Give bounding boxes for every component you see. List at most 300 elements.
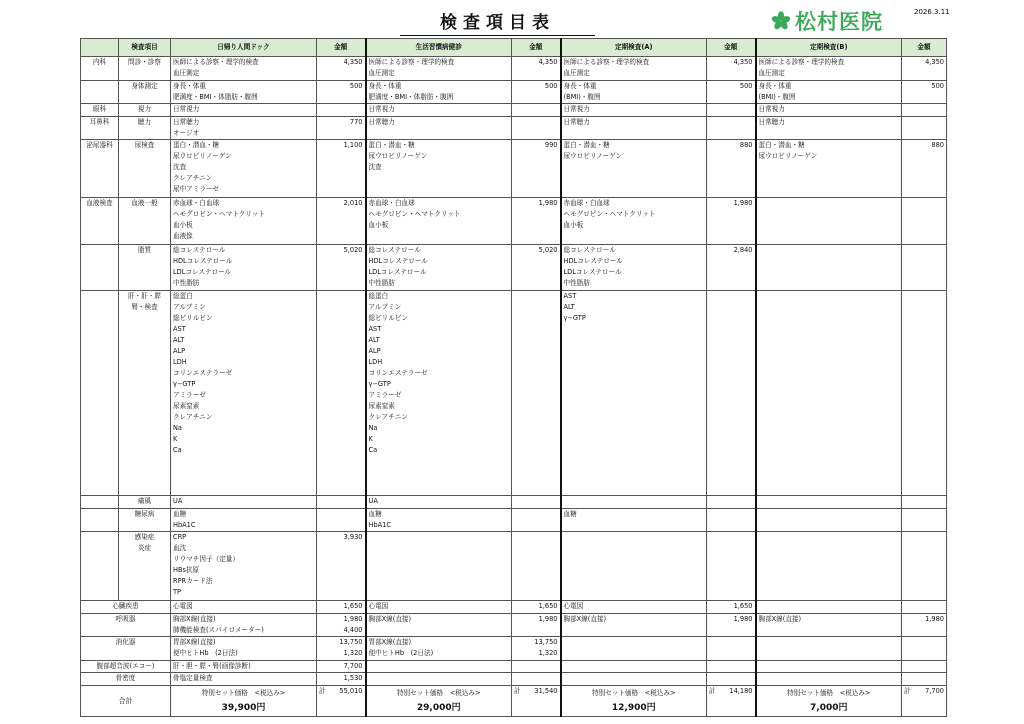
category-cell: 血液検査 bbox=[81, 198, 119, 244]
exam-item bbox=[369, 532, 510, 543]
plan-b-amount bbox=[512, 532, 561, 601]
totals-label: 合計 bbox=[81, 686, 171, 717]
exam-item: 中性脂肪 bbox=[173, 278, 200, 287]
exam-item: 尿ウロビリノーゲン bbox=[563, 152, 623, 161]
plan-a-amount: 5,020 bbox=[317, 244, 366, 290]
exam-item bbox=[759, 637, 900, 648]
subcategory-line: 脂質 bbox=[137, 245, 152, 254]
exam-item bbox=[369, 128, 510, 139]
exam-item: アミラーゼ bbox=[173, 390, 206, 399]
plan-a-items bbox=[171, 496, 317, 508]
plan-b-calc-value: 31,540 bbox=[534, 687, 558, 695]
plan-d-items bbox=[756, 661, 902, 673]
subcategory-cell bbox=[119, 57, 171, 81]
plan-d-items bbox=[756, 104, 902, 116]
subcategory-cell bbox=[119, 198, 171, 244]
plan-b-amount bbox=[512, 116, 561, 140]
plan-b-amount bbox=[512, 661, 561, 673]
exam-item: 胃部X線(直接) bbox=[173, 638, 216, 647]
exam-item: リウマチ因子（定量） bbox=[173, 555, 239, 564]
exam-item: 蛋白・潜血・糖 bbox=[563, 141, 610, 150]
exam-item bbox=[369, 184, 510, 195]
exam-item bbox=[759, 478, 900, 489]
totals-row bbox=[81, 686, 947, 717]
exam-item bbox=[759, 278, 900, 289]
exam-item: コリンエステラーゼ bbox=[368, 368, 428, 377]
exam-item: 総蛋白 bbox=[368, 291, 389, 300]
plan-d-items bbox=[756, 116, 902, 140]
plan-b-price bbox=[366, 686, 512, 717]
subcategory-line: 尿検査 bbox=[134, 141, 155, 150]
plan-c-items bbox=[561, 80, 707, 104]
plan-d-amount bbox=[902, 532, 947, 601]
table-row bbox=[81, 80, 947, 104]
calc-label: 計 bbox=[904, 687, 911, 695]
plan-d-set-price: 7,000円 bbox=[810, 703, 848, 713]
exam-item bbox=[759, 543, 900, 554]
exam-item: 尿ウロビリノーゲン bbox=[758, 152, 818, 161]
plan-d-amount bbox=[902, 508, 947, 532]
exam-item bbox=[759, 357, 900, 368]
plan-d-amount bbox=[902, 661, 947, 673]
exam-item: 血圧測定 bbox=[563, 69, 590, 77]
header-row bbox=[81, 39, 947, 57]
exam-items-table bbox=[80, 38, 947, 717]
plan-b-items bbox=[366, 57, 512, 81]
exam-item: 尿素窒素 bbox=[173, 401, 200, 410]
exam-item: アミラーゼ bbox=[368, 390, 402, 399]
exam-item bbox=[564, 184, 705, 195]
plan-d-calc bbox=[902, 686, 947, 717]
amount-line: 13,750 bbox=[339, 638, 363, 647]
exam-item: 日常聴力 bbox=[758, 117, 785, 126]
exam-item bbox=[564, 637, 705, 648]
exam-item bbox=[369, 231, 510, 242]
exam-item: 心電図 bbox=[173, 602, 193, 611]
exam-item: アルブミン bbox=[368, 302, 402, 311]
plan-a-calc-value: 55,010 bbox=[339, 687, 363, 695]
plan-c-items bbox=[561, 613, 707, 637]
exam-item: LDH bbox=[368, 357, 383, 366]
exam-item: 赤血球・白血球 bbox=[368, 199, 415, 208]
exam-item bbox=[369, 543, 510, 554]
special-price-label: 特別セット価格 <税込み> bbox=[786, 689, 871, 697]
category-cell: 呼吸器 bbox=[81, 613, 171, 637]
exam-item bbox=[564, 467, 705, 478]
exam-item bbox=[564, 445, 705, 456]
exam-item bbox=[759, 520, 900, 531]
plan-d-price bbox=[756, 686, 902, 717]
exam-item: 医師による診察・理学的検査 bbox=[563, 58, 650, 66]
exam-item: 尿ウロビリノーゲン bbox=[368, 152, 428, 161]
exam-item bbox=[564, 390, 705, 401]
exam-item bbox=[369, 173, 510, 184]
exam-item: 胸部X線(直接) bbox=[368, 614, 412, 623]
plan-a-items bbox=[171, 637, 317, 661]
exam-item bbox=[564, 456, 705, 467]
plan-a-amount bbox=[317, 613, 366, 637]
plan-a-amount bbox=[317, 104, 366, 116]
plan-a-amount: 7,700 bbox=[317, 661, 366, 673]
exam-item: γ−GTP bbox=[368, 379, 391, 388]
exam-item: 蛋白・潜血・糖 bbox=[368, 141, 415, 150]
plan-b-items bbox=[366, 601, 512, 613]
plan-d-items bbox=[756, 57, 902, 81]
exam-item bbox=[564, 648, 705, 659]
category-cell bbox=[81, 508, 119, 532]
exam-item: 総ビリルビン bbox=[173, 313, 213, 322]
exam-item: 血圧測定 bbox=[173, 69, 200, 77]
category-cell bbox=[81, 244, 119, 290]
exam-item: 血小板 bbox=[173, 221, 193, 230]
plan-b-amount: 5,020 bbox=[512, 244, 561, 290]
exam-item: クレアチニン bbox=[368, 412, 408, 421]
exam-item: ALT bbox=[173, 335, 185, 344]
exam-item: LDLコレステロール bbox=[368, 267, 427, 276]
category-cell: 骨密度 bbox=[81, 673, 171, 686]
exam-item: CRP bbox=[173, 533, 187, 542]
exam-item bbox=[564, 412, 705, 423]
exam-item: 蛋白・潜血・糖 bbox=[173, 141, 220, 150]
header-amount: 金額 bbox=[512, 39, 561, 57]
plan-d-amount: 500 bbox=[902, 80, 947, 104]
exam-item: K bbox=[368, 434, 373, 443]
plan-a-set-price: 39,900円 bbox=[221, 703, 266, 713]
calc-label: 計 bbox=[709, 687, 716, 695]
plan-c-amount: 1,650 bbox=[707, 601, 756, 613]
exam-item: 身長・体重 bbox=[368, 81, 402, 90]
subcategory-cell bbox=[119, 244, 171, 290]
exam-item bbox=[564, 162, 705, 173]
calc-label: 計 bbox=[514, 687, 521, 695]
exam-item bbox=[759, 401, 900, 412]
exam-item: 肺機能検査(スパイロメーター) bbox=[173, 625, 264, 634]
plan-c-amount bbox=[707, 532, 756, 601]
exam-item: ヘモグロビン・ヘマトクリット bbox=[173, 210, 265, 219]
exam-item: Na bbox=[173, 423, 182, 432]
plan-d-amount bbox=[902, 104, 947, 116]
exam-item bbox=[759, 456, 900, 467]
exam-item bbox=[759, 648, 900, 659]
exam-item: 血圧測定 bbox=[368, 69, 395, 77]
plan-a-items bbox=[171, 244, 317, 290]
plan-b-amount: 990 bbox=[512, 140, 561, 198]
plan-c-price bbox=[561, 686, 707, 717]
plan-c-amount bbox=[707, 637, 756, 661]
plan-b-items bbox=[366, 198, 512, 244]
plan-c-items bbox=[561, 290, 707, 495]
exam-item: 胸部X線(直接) bbox=[563, 614, 607, 623]
exam-item: 日常聴力 bbox=[173, 117, 200, 126]
exam-item: HBs抗原 bbox=[173, 566, 200, 575]
header-amount: 金額 bbox=[902, 39, 947, 57]
subcategory-line: 肝・肝・膵 bbox=[128, 291, 161, 300]
plan-b-amount: 1,980 bbox=[512, 613, 561, 637]
exam-item bbox=[759, 496, 900, 507]
exam-item bbox=[173, 456, 314, 467]
plan-a-items bbox=[171, 601, 317, 613]
special-price-label: 特別セット価格 <税込み> bbox=[201, 689, 286, 697]
exam-item: 尿中アミラーゼ bbox=[173, 185, 220, 194]
exam-item: 総蛋白 bbox=[173, 291, 193, 300]
clover-icon bbox=[770, 10, 792, 32]
exam-item: 尿素窒素 bbox=[368, 401, 395, 410]
exam-item: コリンエステラーゼ bbox=[173, 368, 233, 377]
amount-line: 4,400 bbox=[343, 625, 363, 634]
clinic-logo bbox=[770, 6, 883, 36]
category-cell bbox=[81, 290, 119, 495]
exam-item bbox=[369, 673, 510, 684]
exam-item bbox=[759, 445, 900, 456]
plan-b-items bbox=[366, 290, 512, 495]
subcategory-cell bbox=[119, 290, 171, 495]
exam-item: 日常視力 bbox=[563, 105, 590, 114]
subcategory-line: 視力 bbox=[137, 105, 152, 114]
exam-item: 胃部X線(直接) bbox=[368, 638, 412, 647]
exam-item bbox=[564, 554, 705, 565]
exam-item bbox=[759, 423, 900, 434]
exam-item: ALP bbox=[173, 346, 186, 355]
plan-a-amount: 3,930 bbox=[317, 532, 366, 601]
plan-a-amount: 1,100 bbox=[317, 140, 366, 198]
plan-c-amount: 4,350 bbox=[707, 57, 756, 81]
header-plan-b: 生活習慣病健診 bbox=[366, 39, 512, 57]
exam-item: LDLコレステロール bbox=[563, 267, 622, 276]
plan-c-amount: 880 bbox=[707, 140, 756, 198]
exam-item: Ca bbox=[173, 445, 182, 454]
exam-item bbox=[564, 478, 705, 489]
exam-item: 医師による診察・理学的検査 bbox=[758, 58, 845, 66]
plan-b-items bbox=[366, 80, 512, 104]
plan-c-items bbox=[561, 140, 707, 198]
exam-item: 沈査 bbox=[368, 163, 382, 172]
exam-item bbox=[369, 587, 510, 598]
exam-item bbox=[369, 478, 510, 489]
exam-item bbox=[564, 231, 705, 242]
exam-item bbox=[564, 324, 705, 335]
exam-item: γ−GTP bbox=[563, 313, 586, 322]
category-cell: 内科 bbox=[81, 57, 119, 81]
table-row bbox=[81, 601, 947, 613]
exam-item: 日常視力 bbox=[758, 105, 785, 114]
plan-b-items bbox=[366, 508, 512, 532]
exam-item: HDLコレステロール bbox=[563, 256, 623, 265]
exam-item bbox=[759, 324, 900, 335]
plan-b-amount bbox=[512, 637, 561, 661]
plan-c-items bbox=[561, 661, 707, 673]
exam-item: 身長・体重 bbox=[173, 81, 206, 90]
exam-item bbox=[564, 496, 705, 507]
exam-item bbox=[759, 267, 900, 278]
plan-d-amount: 880 bbox=[902, 140, 947, 198]
category-cell: 消化器 bbox=[81, 637, 171, 661]
plan-a-amount: 4,350 bbox=[317, 57, 366, 81]
exam-item bbox=[369, 661, 510, 672]
exam-item bbox=[759, 173, 900, 184]
subcategory-line: 感染症 bbox=[134, 533, 155, 542]
plan-d-amount bbox=[902, 198, 947, 244]
exam-item bbox=[759, 302, 900, 313]
page-title: 検査項目表 bbox=[400, 8, 595, 36]
exam-item: RPRカード法 bbox=[173, 577, 213, 586]
plan-d-items bbox=[756, 80, 902, 104]
exam-item: 心電図 bbox=[563, 602, 584, 611]
exam-item: 身長・体重 bbox=[758, 81, 792, 90]
exam-item bbox=[759, 231, 900, 242]
exam-item: クレアチニン bbox=[173, 174, 213, 183]
plan-d-amount bbox=[902, 496, 947, 508]
plan-a-items bbox=[171, 532, 317, 601]
table-row bbox=[81, 532, 947, 601]
category-cell: 心臓疾患 bbox=[81, 601, 171, 613]
exam-item bbox=[369, 565, 510, 576]
exam-item bbox=[564, 423, 705, 434]
exam-item: 便中ヒトHb (2日法) bbox=[368, 649, 434, 658]
subcategory-cell bbox=[119, 496, 171, 508]
table-row bbox=[81, 661, 947, 673]
exam-item bbox=[759, 412, 900, 423]
exam-item: 医師による診察・理学的検査 bbox=[173, 58, 259, 66]
exam-item: 総コレステロール bbox=[368, 245, 421, 254]
plan-c-items bbox=[561, 496, 707, 508]
exam-item: オージオ bbox=[173, 128, 200, 137]
exam-item bbox=[759, 368, 900, 379]
exam-item: AST bbox=[563, 291, 577, 300]
exam-item: UA bbox=[173, 497, 183, 506]
exam-item bbox=[759, 467, 900, 478]
exam-item bbox=[369, 554, 510, 565]
category-cell bbox=[81, 496, 119, 508]
subcategory-cell bbox=[119, 508, 171, 532]
plan-b-amount: 4,350 bbox=[512, 57, 561, 81]
exam-item: 血液像 bbox=[173, 232, 193, 241]
plan-a-items bbox=[171, 104, 317, 116]
plan-b-items bbox=[366, 661, 512, 673]
exam-item: 赤血球・白血球 bbox=[563, 199, 610, 208]
plan-b-amount: 1,980 bbox=[512, 198, 561, 244]
exam-item bbox=[759, 601, 900, 612]
amount-line: 1,320 bbox=[538, 649, 558, 658]
table-row bbox=[81, 508, 947, 532]
plan-d-items bbox=[756, 140, 902, 198]
exam-item bbox=[759, 198, 900, 209]
exam-item: 日常視力 bbox=[368, 105, 395, 114]
exam-item bbox=[173, 478, 314, 489]
plan-a-items bbox=[171, 198, 317, 244]
plan-b-items bbox=[366, 673, 512, 686]
exam-item: 肝・胆・膵・腎(画像診断) bbox=[173, 662, 251, 671]
subcategory-cell bbox=[119, 140, 171, 198]
table-row bbox=[81, 290, 947, 495]
plan-d-amount bbox=[902, 637, 947, 661]
exam-item bbox=[564, 368, 705, 379]
exam-item: HbA1C bbox=[173, 520, 196, 529]
exam-item: 血沈 bbox=[173, 544, 187, 553]
exam-item: 血圧測定 bbox=[758, 69, 785, 77]
plan-a-items bbox=[171, 508, 317, 532]
table-row bbox=[81, 57, 947, 81]
plan-a-calc bbox=[317, 686, 366, 717]
subcategory-cell bbox=[119, 116, 171, 140]
plan-b-calc bbox=[512, 686, 561, 717]
plan-a-items bbox=[171, 673, 317, 686]
plan-a-items bbox=[171, 290, 317, 495]
plan-a-amount: 1,530 bbox=[317, 673, 366, 686]
plan-d-items bbox=[756, 508, 902, 532]
exam-item: 身長・体重 bbox=[563, 81, 597, 90]
exam-item bbox=[369, 456, 510, 467]
category-cell bbox=[81, 80, 119, 104]
plan-b-amount bbox=[512, 508, 561, 532]
plan-c-amount bbox=[707, 116, 756, 140]
table-row bbox=[81, 244, 947, 290]
plan-c-items bbox=[561, 198, 707, 244]
exam-item bbox=[759, 673, 900, 684]
exam-item: (BMI)・腹囲 bbox=[563, 92, 601, 101]
header-amount: 金額 bbox=[317, 39, 366, 57]
exam-item bbox=[759, 346, 900, 357]
subcategory-line: 痛風 bbox=[137, 497, 152, 506]
exam-item bbox=[759, 587, 900, 598]
plan-d-items bbox=[756, 532, 902, 601]
exam-item: 蛋白・潜血・糖 bbox=[758, 141, 805, 150]
plan-d-amount bbox=[902, 673, 947, 686]
plan-b-amount bbox=[512, 673, 561, 686]
exam-item: 尿ウロビリノーゲン bbox=[173, 152, 232, 161]
exam-item bbox=[564, 565, 705, 576]
plan-c-amount bbox=[707, 508, 756, 532]
plan-b-items bbox=[366, 613, 512, 637]
plan-d-items bbox=[756, 496, 902, 508]
exam-item bbox=[759, 625, 900, 636]
exam-item bbox=[759, 390, 900, 401]
exam-item bbox=[759, 256, 900, 267]
plan-c-amount bbox=[707, 673, 756, 686]
exam-item bbox=[564, 625, 705, 636]
plan-a-items bbox=[171, 140, 317, 198]
exam-item: 心電図 bbox=[368, 602, 389, 611]
plan-d-items bbox=[756, 637, 902, 661]
exam-item bbox=[564, 335, 705, 346]
plan-a-amount bbox=[317, 508, 366, 532]
exam-item bbox=[759, 434, 900, 445]
exam-item: ALP bbox=[368, 346, 381, 355]
plan-b-items bbox=[366, 637, 512, 661]
exam-item bbox=[759, 220, 900, 231]
exam-item bbox=[564, 357, 705, 368]
plan-d-items bbox=[756, 244, 902, 290]
plan-c-items bbox=[561, 116, 707, 140]
exam-item: ヘモグロビン・ヘマトクリット bbox=[563, 210, 656, 219]
exam-item: アルブミン bbox=[173, 302, 206, 311]
exam-item: ALT bbox=[368, 335, 380, 344]
exam-item bbox=[759, 576, 900, 587]
exam-item bbox=[759, 565, 900, 576]
header-blank bbox=[81, 39, 119, 57]
exam-item: 骨塩定量検査 bbox=[173, 674, 213, 683]
plan-a-items bbox=[171, 661, 317, 673]
subcategory-line: 聴力 bbox=[137, 117, 152, 126]
exam-item: 胸部X線(直接) bbox=[758, 614, 802, 623]
exam-item bbox=[759, 291, 900, 302]
plan-d-amount bbox=[902, 116, 947, 140]
exam-item: 血糖 bbox=[173, 509, 187, 518]
plan-b-set-price: 29,000円 bbox=[416, 703, 461, 713]
plan-c-items bbox=[561, 601, 707, 613]
amount-line: 1,320 bbox=[343, 649, 363, 658]
exam-item bbox=[173, 467, 314, 478]
exam-item: 赤血球・白血球 bbox=[173, 199, 220, 208]
